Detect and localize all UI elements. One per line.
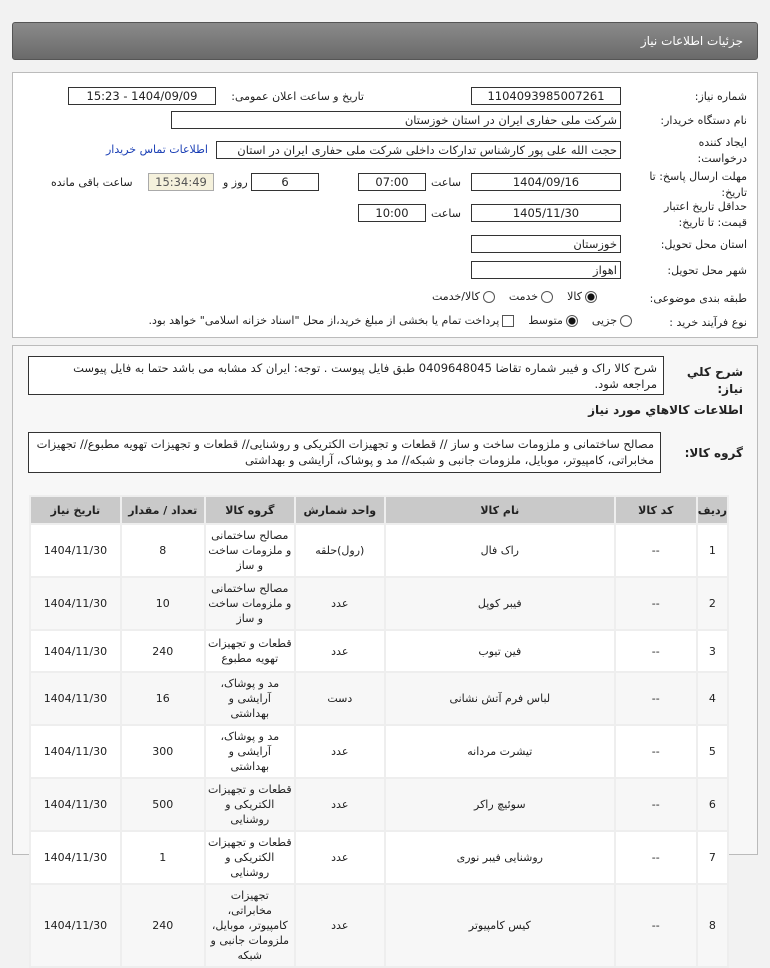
item-code: --: [616, 525, 696, 576]
process-label: نوع فرآیند خرید :: [669, 316, 747, 329]
validity-date-field: 1405/11/30: [471, 204, 621, 222]
row-number: 3: [698, 631, 727, 671]
page-header: [12, 22, 758, 60]
item-code: --: [616, 726, 696, 777]
deadline-date-field: 1404/09/16: [471, 173, 621, 191]
unit: عدد: [296, 631, 384, 671]
need-date: 1404/11/30: [31, 726, 120, 777]
item-name: فیبر کوپل: [386, 578, 614, 629]
remaining-time-field: 15:34:49: [148, 173, 214, 191]
row-number: 8: [698, 885, 727, 966]
need-date: 1404/11/30: [31, 885, 120, 966]
process-medium-radio[interactable]: متوسط: [528, 314, 578, 327]
unit: دست: [296, 673, 384, 724]
remaining-label: ساعت باقی مانده: [51, 176, 133, 189]
item-code: --: [616, 779, 696, 830]
item-code: --: [616, 832, 696, 883]
item-name: فین تیوب: [386, 631, 614, 671]
item-name: سوئیچ راکر: [386, 779, 614, 830]
goods-panel: [12, 345, 758, 962]
col-group: گروه کالا: [206, 497, 294, 523]
table-row: [31, 631, 727, 671]
item-name: راک فال: [386, 525, 614, 576]
row-number: 1: [698, 525, 727, 576]
table-row: [31, 832, 727, 883]
buyer-contact-link[interactable]: اطلاعات تماس خریدار: [106, 143, 208, 156]
deadline-time-label: ساعت: [431, 176, 461, 189]
need-number-label: شماره نیاز:: [694, 90, 747, 103]
row-number: 5: [698, 726, 727, 777]
table-header-row: [31, 497, 727, 523]
creator-label: ایجاد کننده درخواست:: [697, 136, 747, 165]
category-goods-radio[interactable]: کالا: [567, 290, 597, 303]
city-field: اهواز: [471, 261, 621, 279]
category-service-radio[interactable]: خدمت: [509, 290, 553, 303]
category-label: طبقه بندی موضوعی:: [649, 292, 747, 305]
province-label: استان محل تحویل:: [660, 238, 747, 251]
days-label: روز و: [223, 176, 248, 189]
buyer-label: نام دستگاه خریدار:: [660, 114, 747, 127]
table-row: [31, 726, 727, 777]
item-code: --: [616, 673, 696, 724]
quantity: 500: [122, 779, 204, 830]
validity-time-label: ساعت: [431, 207, 461, 220]
col-qty: تعداد / مقدار: [122, 497, 204, 523]
row-number: 4: [698, 673, 727, 724]
deadline-time-field: 07:00: [358, 173, 426, 191]
buyer-field: شرکت ملی حفاری ایران در استان خوزستان: [171, 111, 621, 129]
row-number: 6: [698, 779, 727, 830]
need-info-panel: [12, 72, 758, 338]
row-number: 7: [698, 832, 727, 883]
quantity: 240: [122, 885, 204, 966]
unit: عدد: [296, 885, 384, 966]
days-field: 6: [251, 173, 319, 191]
announce-field: 1404/09/09 - 15:23: [68, 87, 216, 105]
table-row: [31, 673, 727, 724]
item-group: قطعات و تجهیزات الکتریکی و روشنایی: [206, 832, 294, 883]
table-row: [31, 525, 727, 576]
quantity: 300: [122, 726, 204, 777]
table-row: [31, 885, 727, 966]
city-label: شهر محل تحویل:: [667, 264, 747, 277]
col-row: ردیف: [698, 497, 727, 523]
unit: عدد: [296, 726, 384, 777]
item-group: مد و پوشاک، آرایشی و بهداشتی: [206, 673, 294, 724]
province-field: خوزستان: [471, 235, 621, 253]
item-code: --: [616, 578, 696, 629]
item-name: تیشرت مردانه: [386, 726, 614, 777]
quantity: 16: [122, 673, 204, 724]
validity-label: حداقل تاریخ اعتبار قیمت: تا تاریخ:: [663, 200, 747, 229]
col-name: نام کالا: [386, 497, 614, 523]
row-number: 2: [698, 578, 727, 629]
need-date: 1404/11/30: [31, 631, 120, 671]
item-group: قطعات و تجهیزات تهویه مطبوع: [206, 631, 294, 671]
process-radio-group: [149, 314, 632, 327]
item-group: مصالح ساختمانی و ملزومات ساخت و ساز: [206, 525, 294, 576]
group-label: گروه کالا:: [684, 446, 743, 460]
creator-field: حجت الله علی پور کارشناس تدارکات داخلی شرکت ملی حفاری ایران در استان: [216, 141, 621, 159]
need-date: 1404/11/30: [31, 832, 120, 883]
need-date: 1404/11/30: [31, 578, 120, 629]
deadline-label: مهلت ارسال پاسخ: تا تاریخ:: [649, 170, 747, 199]
description-box: شرح کالا راک و فیبر شماره تقاضا 0409648045 طبق فایل پیوست . توجه: ایران کد مشابه می باشد حتما به فایل پیوست مراجعه شود.: [28, 356, 664, 395]
item-name: روشنایی فیبر نوری: [386, 832, 614, 883]
item-name: لباس فرم آتش نشانی: [386, 673, 614, 724]
need-date: 1404/11/30: [31, 673, 120, 724]
unit: عدد: [296, 779, 384, 830]
category-radio-group: [432, 290, 597, 303]
table-row: [31, 578, 727, 629]
unit: عدد: [296, 578, 384, 629]
goods-heading: اطلاعات کالاهاي مورد نیاز: [588, 403, 743, 417]
group-box: مصالح ساختمانی و ملزومات ساخت و ساز // قطعات و تجهیزات الکتریکی و روشنایی// قطعات و تجهیزات تهویه مطبوع// تجهیزات مخابراتی، کامپیوتر، موبایل، ملزومات جانبی و شبکه// مد و پوشاک، آرایشی و بهداشتی: [28, 432, 661, 473]
goods-table: [29, 495, 729, 968]
col-date: تاریخ نیاز: [31, 497, 120, 523]
announce-label: تاریخ و ساعت اعلان عمومی:: [231, 90, 364, 103]
quantity: 10: [122, 578, 204, 629]
col-unit: واحد شمارش: [296, 497, 384, 523]
item-group: قطعات و تجهیزات الکتریکی و روشنایی: [206, 779, 294, 830]
table-row: [31, 779, 727, 830]
validity-time-field: 10:00: [358, 204, 426, 222]
item-code: --: [616, 631, 696, 671]
unit: عدد: [296, 832, 384, 883]
need-date: 1404/11/30: [31, 779, 120, 830]
category-both-radio[interactable]: کالا/خدمت: [432, 290, 495, 303]
col-code: کد کالا: [616, 497, 696, 523]
quantity: 1: [122, 832, 204, 883]
unit: (رول)حلقه: [296, 525, 384, 576]
description-label: شرح کلي نیاز:: [686, 365, 743, 396]
item-group: مصالح ساختمانی و ملزومات ساخت و ساز: [206, 578, 294, 629]
item-code: --: [616, 885, 696, 966]
treasury-payment-checkbox[interactable]: پرداخت تمام یا بخشی از مبلغ خرید،از محل "اسناد خزانه اسلامی" خواهد بود.: [149, 314, 515, 327]
item-group: تجهیزات مخابراتی، کامپیوتر، موبایل، ملزومات جانبی و شبکه: [206, 885, 294, 966]
need-date: 1404/11/30: [31, 525, 120, 576]
page-title: جزئیات اطلاعات نیاز: [640, 34, 743, 48]
quantity: 8: [122, 525, 204, 576]
item-group: مد و پوشاک، آرایشی و بهداشتی: [206, 726, 294, 777]
need-number-field: 1104093985007261: [471, 87, 621, 105]
quantity: 240: [122, 631, 204, 671]
item-name: کیس کامپیوتر: [386, 885, 614, 966]
process-minor-radio[interactable]: جزیی: [592, 314, 632, 327]
